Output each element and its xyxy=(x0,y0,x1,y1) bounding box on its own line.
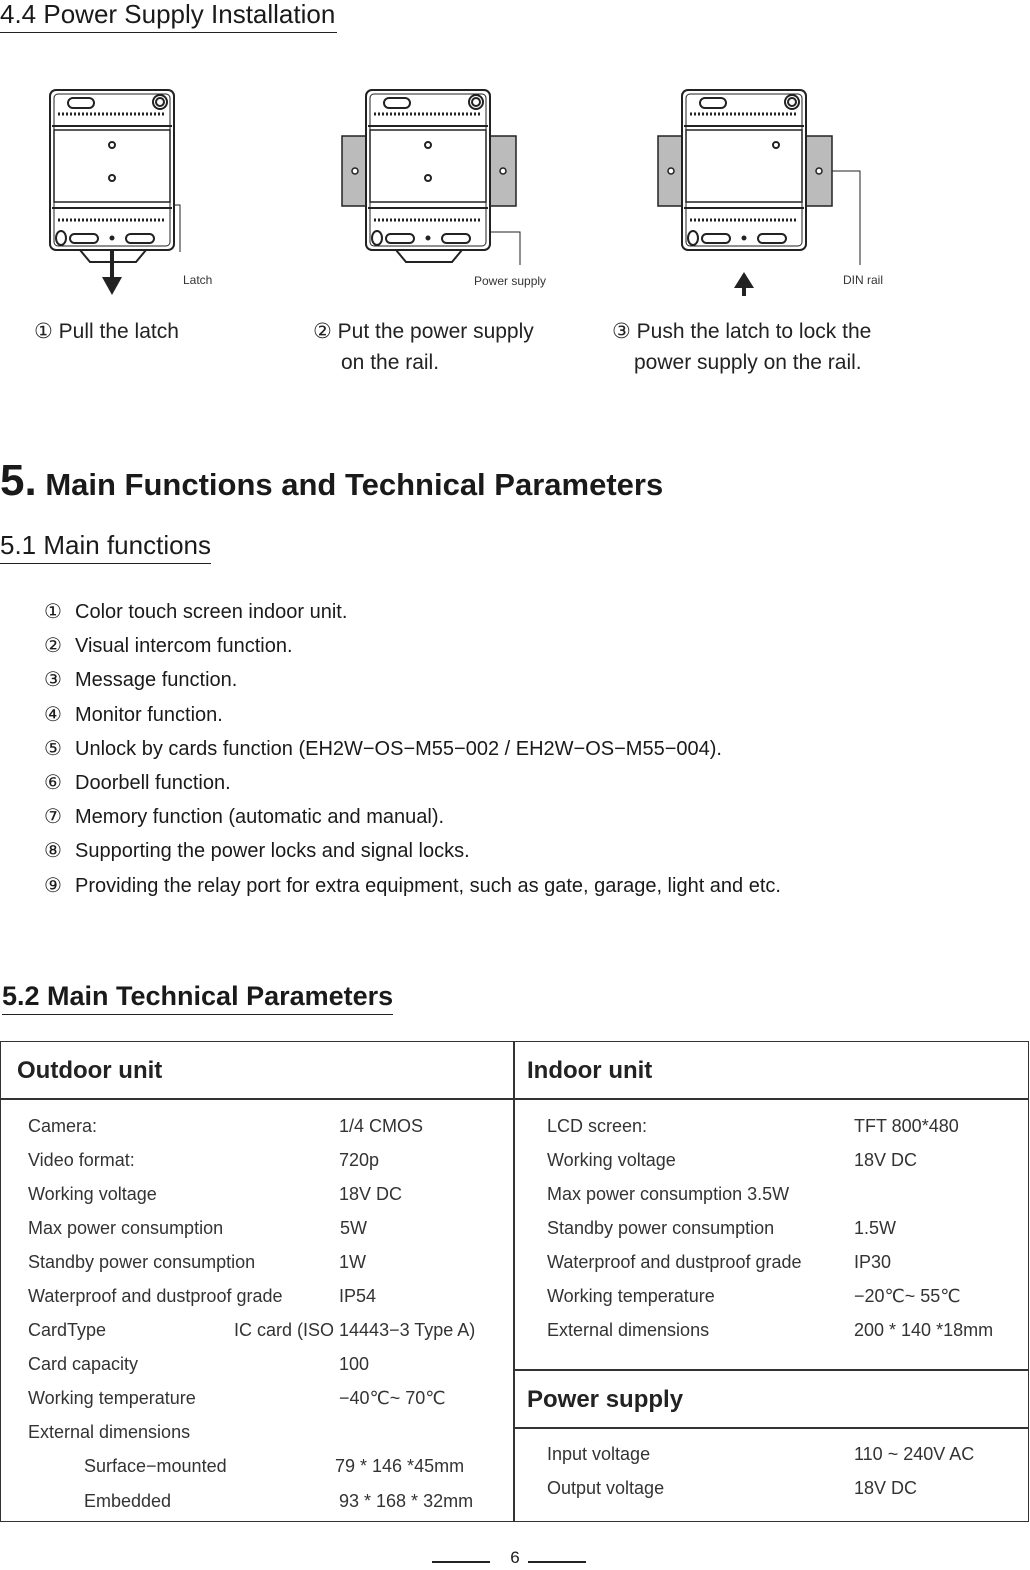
table-row xyxy=(515,1313,1028,1347)
param-value: TFT 800*480 xyxy=(854,1116,959,1136)
list-marker: ⑤ xyxy=(44,737,62,760)
param-label: Standby power consumption xyxy=(28,1252,256,1272)
list-marker: ⑧ xyxy=(44,840,62,863)
list-marker: ① xyxy=(44,601,62,623)
step-3 xyxy=(612,316,871,378)
table-row xyxy=(1,1279,513,1313)
section-5-number: 5. xyxy=(0,456,37,505)
table-header-rule xyxy=(1,1098,1028,1100)
param-label: Waterproof and dustproof grade xyxy=(28,1286,283,1306)
param-label: Working voltage xyxy=(28,1184,157,1204)
list-text: Color touch screen indoor unit. xyxy=(75,601,348,623)
list-marker: ④ xyxy=(44,703,62,726)
section-4-4-title: 4.4 Power Supply Installation xyxy=(0,0,337,33)
param-label: Video format: xyxy=(28,1150,135,1170)
table-row xyxy=(515,1245,1028,1279)
list-marker: ⑦ xyxy=(44,806,62,829)
param-value: 18V DC xyxy=(854,1478,918,1498)
section-5-2-title: 5.2 Main Technical Parameters xyxy=(2,978,393,1015)
power-supply-callout: Power supply xyxy=(474,274,547,288)
table-row xyxy=(515,1279,1028,1313)
table-row xyxy=(1,1347,513,1381)
param-value: IC card (ISO 14443−3 Type A) xyxy=(234,1320,476,1340)
table-row xyxy=(1,1449,513,1483)
list-marker: ② xyxy=(44,635,62,658)
param-label: Camera: xyxy=(28,1116,98,1136)
table-row xyxy=(1,1177,513,1211)
list-item xyxy=(44,699,781,733)
list-text: Supporting the power locks and signal locks. xyxy=(75,840,470,863)
power-supply-header: Power supply xyxy=(527,1386,684,1413)
list-item xyxy=(44,801,781,835)
list-text: Unlock by cards function (EH2W−OS−M55−002 / EH2W−OS−M55−004). xyxy=(75,737,722,760)
param-label: Card capacity xyxy=(28,1354,139,1374)
list-item xyxy=(44,733,781,767)
latch-callout: Latch xyxy=(183,273,213,287)
param-label: Max power consumption xyxy=(28,1218,224,1238)
param-value: 200 * 140 *18mm xyxy=(854,1320,994,1340)
param-label: Waterproof and dustproof grade xyxy=(547,1252,802,1272)
param-label: External dimensions xyxy=(547,1320,710,1340)
table-row xyxy=(515,1437,1028,1471)
table-row xyxy=(515,1211,1028,1245)
param-label: Working temperature xyxy=(28,1388,196,1408)
list-item xyxy=(44,664,781,698)
param-value: 93 * 168 * 32mm xyxy=(339,1491,474,1511)
table-row xyxy=(515,1471,1028,1505)
list-item xyxy=(44,767,781,801)
list-text: Doorbell function. xyxy=(75,771,231,794)
list-text: Monitor function. xyxy=(75,703,223,726)
power-supply-top-rule xyxy=(513,1369,1028,1371)
step-2-line2: on the rail. xyxy=(341,351,440,374)
list-text: Providing the relay port for extra equipment, such as gate, garage, light and etc. xyxy=(75,874,781,897)
param-value: 1.5W xyxy=(854,1218,897,1238)
indoor-unit-header: Indoor unit xyxy=(527,1057,653,1084)
list-text: Message function. xyxy=(75,669,238,692)
list-item xyxy=(44,835,781,869)
pull-latch-illustration xyxy=(40,80,300,305)
param-label: Embedded xyxy=(84,1491,172,1511)
param-value: 100 xyxy=(339,1354,370,1374)
table-row xyxy=(1,1245,513,1279)
table-row xyxy=(1,1484,513,1518)
list-text: Memory function (automatic and manual). xyxy=(75,806,445,829)
table-row xyxy=(1,1211,513,1245)
step-1-line1: ① Pull the latch xyxy=(34,320,179,343)
param-value: 18V DC xyxy=(854,1150,918,1170)
param-value: IP30 xyxy=(854,1252,892,1272)
table-row xyxy=(515,1143,1028,1177)
list-text: Visual intercom function. xyxy=(75,635,293,658)
step-2 xyxy=(313,316,534,378)
din-rail-callout: DIN rail xyxy=(843,273,884,287)
param-label: Max power consumption 3.5W xyxy=(547,1184,790,1204)
param-label: CardType xyxy=(28,1320,107,1340)
table-row xyxy=(1,1109,513,1143)
list-marker: ③ xyxy=(44,669,62,692)
param-label: Working voltage xyxy=(547,1150,676,1170)
section-5-title-text: Main Functions and Technical Parameters xyxy=(36,467,664,502)
param-value: 1W xyxy=(339,1252,366,1272)
step-1 xyxy=(34,316,179,347)
power-supply-header-rule xyxy=(513,1427,1028,1429)
param-value: −40℃~ 70℃ xyxy=(339,1388,446,1408)
parameters-table xyxy=(0,1041,1029,1522)
list-item xyxy=(44,870,781,904)
param-label: Surface−mounted xyxy=(84,1456,227,1476)
param-value: 110 ~ 240V AC xyxy=(854,1444,975,1464)
step-3-line2: power supply on the rail. xyxy=(634,351,862,374)
list-item xyxy=(44,596,781,630)
table-row xyxy=(1,1143,513,1177)
param-value: 5W xyxy=(340,1218,367,1238)
outdoor-unit-header: Outdoor unit xyxy=(17,1057,163,1084)
param-value: IP54 xyxy=(339,1286,377,1306)
table-row xyxy=(1,1313,513,1347)
param-label: LCD screen: xyxy=(547,1116,648,1136)
param-value: 79 * 146 *45mm xyxy=(335,1456,465,1476)
section-5-title xyxy=(0,456,663,510)
param-label: External dimensions xyxy=(28,1422,191,1442)
section-5-1-title: 5.1 Main functions xyxy=(0,528,211,564)
param-label: Output voltage xyxy=(547,1478,665,1498)
param-value: 720p xyxy=(339,1150,380,1170)
table-row xyxy=(1,1381,513,1415)
table-row xyxy=(515,1177,1028,1211)
list-marker: ⑨ xyxy=(44,874,62,897)
step-2-line1: ② Put the power supply xyxy=(313,320,534,343)
param-value: 1/4 CMOS xyxy=(339,1116,424,1136)
param-value: 18V DC xyxy=(339,1184,403,1204)
param-label: Standby power consumption xyxy=(547,1218,775,1238)
table-row xyxy=(1,1415,513,1449)
page-number-rule-right xyxy=(528,1561,586,1563)
list-item xyxy=(44,630,781,664)
list-marker: ⑥ xyxy=(44,771,62,794)
param-label: Input voltage xyxy=(547,1444,651,1464)
lock-latch-illustration xyxy=(656,80,916,305)
functions-list xyxy=(44,596,781,904)
param-value: −20℃~ 55℃ xyxy=(854,1286,961,1306)
param-label: Working temperature xyxy=(547,1286,715,1306)
page-number: 6 xyxy=(510,1548,520,1567)
step-3-line1: ③ Push the latch to lock the xyxy=(612,320,872,343)
table-row xyxy=(515,1109,1028,1143)
put-on-rail-illustration xyxy=(340,80,600,305)
